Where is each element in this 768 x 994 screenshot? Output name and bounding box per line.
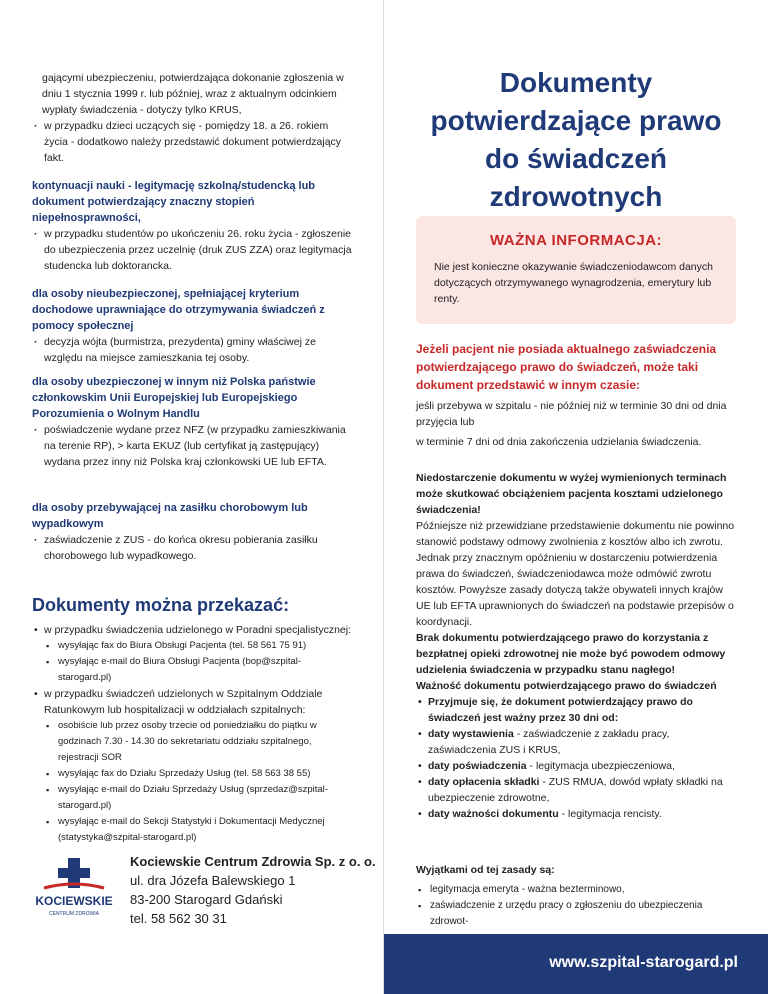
- validity-item: • daty wystawienia - zaświadczenie z zakładu pracy, zaświadczenia ZUS i KRUS,: [416, 726, 738, 758]
- validity-item: • daty ważności dokumentu - legitymacja rencisty.: [416, 806, 738, 822]
- intro-bullet: · w przypadku dzieci uczących się - pomiędzy 18. a 26. rokiem życia - dodatkowo należy przedstawić dokument potwierdzający fakt.: [32, 118, 352, 166]
- important-info-text: Nie jest konieczne okazywanie świadczeniodawcom danych dotyczących otrzymywanego wynagrodzenia, emerytury lub renty.: [434, 261, 713, 305]
- transfer-item: ▪ wysyłając fax do Działu Sprzedaży Usług (tel. 58 563 38 55): [44, 766, 354, 782]
- transfer-bullet-1: • w przypadku świadczenia udzielonego w Poradni specjalistycznej: ▪ wysyłając fax do Biura Obsługi Pacjenta (tel. 58 561 75 91) ▪ wysyłając e-mail do Biura Obsługi Pacjenta (bop@szpital-starogard.pl): [32, 622, 354, 686]
- important-info-heading: WAŻNA INFORMACJA:: [489, 232, 663, 249]
- org-street: ul. dra Józefa Balewskiego 1: [130, 873, 296, 888]
- late-document-line-1: jeśli przebywa w szpitalu - nie później niż w terminie 30 dni od dnia przyjęcia lub: [416, 400, 727, 428]
- validity-item: • daty poświadczenia - legitymacja ubezpieczeniowa,: [416, 758, 738, 774]
- section-uninsured: [32, 286, 354, 366]
- late-document-line-2: w terminie 7 dni od dnia zakończenia udzielania świadczenia.: [416, 436, 702, 448]
- org-name: Kociewskie Centrum Zdrowia Sp. z o. o.: [130, 854, 376, 869]
- intro-paragraph: gającymi ubezpieczeniu, potwierdzająca dokonanie zgłoszenia w dniu 1 stycznia 1999 r. lub później, wraz z aktualnym odcinkiem wypłaty świadczenia - dotyczy tylko KRUS, · w przypadku dzieci uczących się - pomiędzy 18. a 26. rokiem życia - dodatkowo należy przedstawić dokument potwierdzający fakt.: [32, 70, 352, 166]
- transfer-bullet-2: • w przypadku świadczeń udzielonych w Szpitalnym Oddziale Ratunkowym lub hospitalizacji w oddziałach szpitalnych: ▪ osobiście lub przez osoby trzecie od poniedziałku do piątku w godzinach 7.30 - 14.30 do sekretariatu oddziału szpitalnego, rejestracji SOR ▪ wysyłając fax do Działu Sprzedaży Usług (tel. 58 563 38 55) ▪ wysyłając e-mail do Działu Sprzedaży Usług (sprzedaz@szpital-starogard.pl) ▪ wysyłając e-mail do Sekcji Statystyki i Dokumentacji Medycznej (statystyka@szpital-starogard.pl): [32, 686, 354, 846]
- page-fold: [383, 0, 384, 994]
- transfer-item: ▪ wysyłając e-mail do Biura Obsługi Pacjenta (bop@szpital-starogard.pl): [44, 654, 354, 686]
- section-sick-leave: [32, 500, 354, 564]
- warning-section: [416, 470, 738, 822]
- validity-item: • daty opłacenia składki - ZUS RMUA, dowód wpłaty składki na ubezpieczenie zdrowotne,: [416, 774, 738, 806]
- exception-item: ▪ legitymacja emeryta - ważna bezterminowo,: [416, 882, 738, 898]
- section-uninsured-heading: dla osoby nieubezpieczonej, spełniającej kryterium dochodowe uprawniające do otrzymywania świadczeń z pomocy społecznej: [32, 288, 325, 332]
- section-sick-leave-bullet: · zaświadczenie z ZUS - do końca okresu pobierania zasiłku chorobowego lub wypadkowego.: [32, 532, 354, 564]
- exceptions-heading: Wyjątkami od tej zasady są:: [416, 864, 555, 876]
- late-document-heading: Jeżeli pacjent nie posiada aktualnego zaświadczenia potwierdzającego prawo do świadczeń, może taki dokument przedstawić w innym czasie:: [416, 342, 717, 392]
- section-education-bullet: · w przypadku studentów po ukończeniu 26. roku życia - zgłoszenie do ubezpieczenia przez uczelnię (druk ZUS ZZA) oraz legitymacja studencka lub doktorancka.: [32, 226, 354, 274]
- section-transfer: [32, 592, 354, 846]
- section-eu-bullet: · poświadczenie wydane przez NFZ (w przypadku zamieszkiwania na terenie RP), > karta EKUZ (lub certyfikat ją zastępujący) wydana przez inny niż Polska kraj członkowski UE lub EFTA.: [32, 422, 354, 470]
- transfer-item: ▪ wysyłając e-mail do Działu Sprzedaży Usług (sprzedaz@szpital-starogard.pl): [44, 782, 354, 814]
- exceptions-section: [416, 862, 738, 930]
- footer-bar: [384, 934, 768, 994]
- validity-bullet: • Przyjmuje się, że dokument potwierdzający prawo do świadczeń jest ważny przez 30 dni od:: [416, 694, 738, 726]
- logo-mark-icon: [34, 858, 114, 918]
- section-education-heading: kontynuacji nauki - legitymację szkolną/studencką lub dokument potwierdzający znaczny stopień niepełnosprawności,: [32, 180, 316, 224]
- transfer-item: ▪ wysyłając fax do Biura Obsługi Pacjenta (tel. 58 561 75 91): [44, 638, 354, 654]
- website-link[interactable]: www.szpital-starogard.pl: [549, 954, 738, 971]
- transfer-heading: Dokumenty można przekazać:: [32, 595, 290, 615]
- important-info-box: [416, 216, 736, 324]
- late-document-section: [416, 340, 738, 450]
- warning-text: Późniejsze niż przewidziane przedstawienie dokumentu nie powinno stanowić podstawy odmowy zwolnienia z kosztów albo ich zwrotu. Jednak przy znacznym opóźnieniu w dostarczeniu potwierdzenia prawa do świadczeń, świadczeniodawca może odmówić zwrotu kosztów. Powyższe zasady dotyczą także obywateli innych krajów UE lub EFTA uprawnionych do świadczeń na podstawie przepisów o koordynacji.: [416, 520, 735, 628]
- logo-name: KOCIEWSKIE: [35, 894, 113, 908]
- kociewskie-logo: [34, 858, 114, 918]
- organization-address: [130, 852, 376, 928]
- section-uninsured-bullet: · decyzja wójta (burmistrza, prezydenta) gminy właściwej ze względu na miejsce zamieszkania tej osoby.: [32, 334, 354, 366]
- exception-item: ▪ zaświadczenie z urzędu pracy o zgłoszeniu do ubezpieczenia zdrowot-: [416, 898, 738, 930]
- page-title: Dokumenty potwierdzające prawo do świadczeń zdrowotnych: [430, 67, 722, 212]
- warning-bold: Niedostarczenie dokumentu w wyżej wymienionych terminach może skutkować obciążeniem pacjenta kosztami udzielonego świadczenia!: [416, 472, 727, 516]
- section-eu: [32, 374, 354, 470]
- section-eu-heading: dla osoby ubezpieczonej w innym niż Polska państwie członkowskim Unii Europejskiej lub Europejskiego Porozumienia o Wolnym Handlu: [32, 376, 316, 420]
- emergency-note: Brak dokumentu potwierdzającego prawo do korzystania z bezpłatnej opieki zdrowotnej nie może być powodem odmowy udzielenia świadczenia w przypadku stanu nagłego!: [416, 632, 726, 676]
- section-sick-leave-heading: dla osoby przebywającej na zasiłku chorobowym lub wypadkowym: [32, 502, 308, 530]
- transfer-item: ▪ wysyłając e-mail do Sekcji Statystyki i Dokumentacji Medycznej (statystyka@szpital-starogard.pl): [44, 814, 354, 846]
- section-education: [32, 178, 354, 274]
- org-phone: tel. 58 562 30 31: [130, 911, 227, 926]
- validity-heading: Ważność dokumentu potwierdzającego prawo do świadczeń: [416, 680, 717, 692]
- org-city: 83-200 Starogard Gdański: [130, 892, 283, 907]
- logo-subtitle: CENTRUM ZDROWIA: [49, 911, 99, 917]
- transfer-item: ▪ osobiście lub przez osoby trzecie od poniedziałku do piątku w godzinach 7.30 - 14.30 do sekretariatu oddziału szpitalnego, rejestracji SOR: [44, 718, 354, 766]
